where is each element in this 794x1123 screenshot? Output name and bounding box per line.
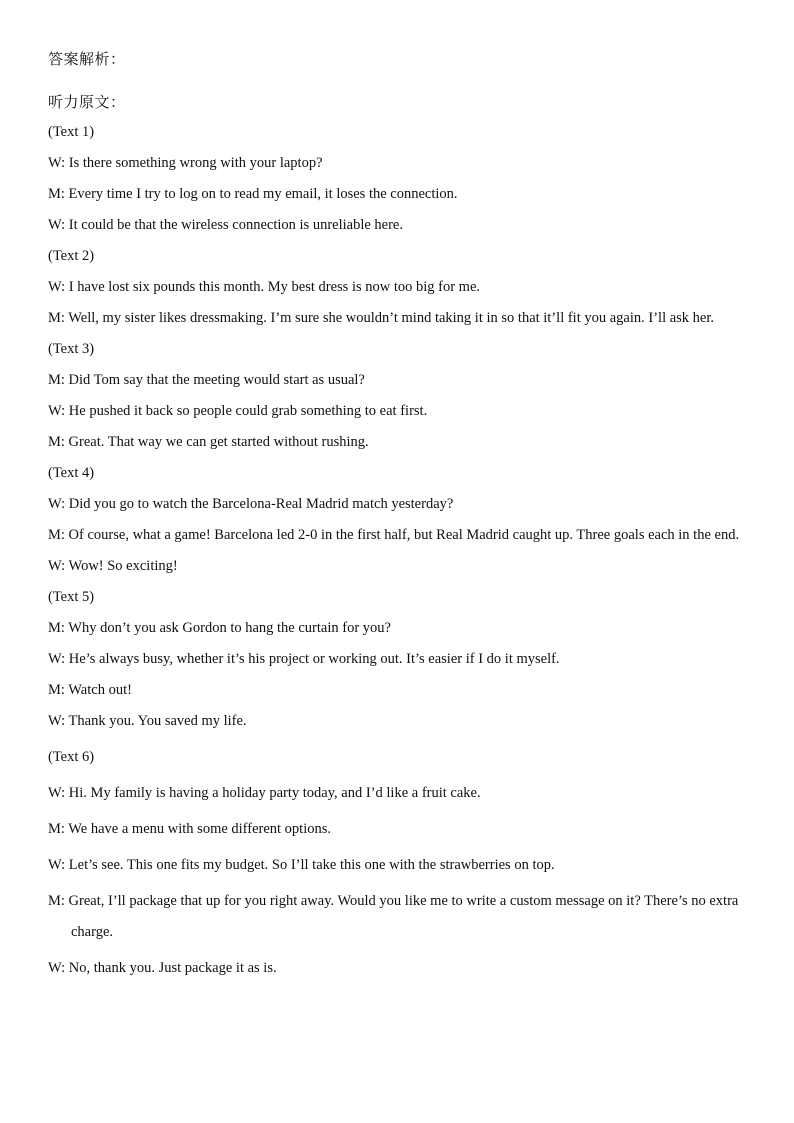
dialogue-line: W: No, thank you. Just package it as is.: [48, 960, 277, 976]
dialogue-line: W: Thank you. You saved my life.: [48, 713, 247, 729]
dialogue-line: M: Watch out!: [48, 682, 132, 698]
dialogue-line: W: Hi. My family is having a holiday party today, and I’d like a fruit cake.: [48, 785, 481, 801]
answer-analysis-heading: 答案解析：: [48, 50, 126, 68]
dialogue-line: W: Let’s see. This one fits my budget. So I’ll take this one with the strawberries on top.: [48, 857, 555, 873]
dialogue-line: M: Did Tom say that the meeting would start as usual?: [48, 372, 365, 388]
text-label: (Text 6): [48, 749, 95, 765]
transcript-body: [48, 117, 748, 984]
dialogue-line: M: Great, I’ll package that up for you right away. Would you like me to write a custom message on it? There’s no extra charge.: [48, 893, 739, 940]
dialogue-line: M: Of course, what a game! Barcelona led 2-0 in the first half, but Real Madrid caught up. Three goals each in the end.: [48, 527, 740, 543]
text-label: (Text 3): [48, 341, 95, 357]
dialogue-line: W: Is there something wrong with your laptop?: [48, 155, 323, 171]
dialogue-line: W: He’s always busy, whether it’s his project or working out. It’s easier if I do it myself.: [48, 651, 560, 667]
listening-transcript-heading: 听力原文：: [48, 93, 126, 111]
text-label: (Text 4): [48, 465, 95, 481]
dialogue-line: M: Well, my sister likes dressmaking. I’m sure she wouldn’t mind taking it in so that it’ll fit you again. I’ll ask her.: [48, 310, 715, 326]
dialogue-line: W: Did you go to watch the Barcelona-Real Madrid match yesterday?: [48, 496, 454, 512]
text-label: (Text 1): [48, 124, 95, 140]
dialogue-line: M: Why don’t you ask Gordon to hang the curtain for you?: [48, 620, 391, 636]
dialogue-line: M: Great. That way we can get started without rushing.: [48, 434, 369, 450]
dialogue-line: W: I have lost six pounds this month. My best dress is now too big for me.: [48, 279, 481, 295]
dialogue-line: M: We have a menu with some different options.: [48, 821, 332, 837]
dialogue-line: W: Wow! So exciting!: [48, 558, 178, 574]
dialogue-line: W: It could be that the wireless connection is unreliable here.: [48, 217, 403, 233]
dialogue-line: M: Every time I try to log on to read my email, it loses the connection.: [48, 186, 458, 202]
dialogue-line: W: He pushed it back so people could grab something to eat first.: [48, 403, 428, 419]
text-label: (Text 2): [48, 248, 95, 264]
text-label: (Text 5): [48, 589, 95, 605]
